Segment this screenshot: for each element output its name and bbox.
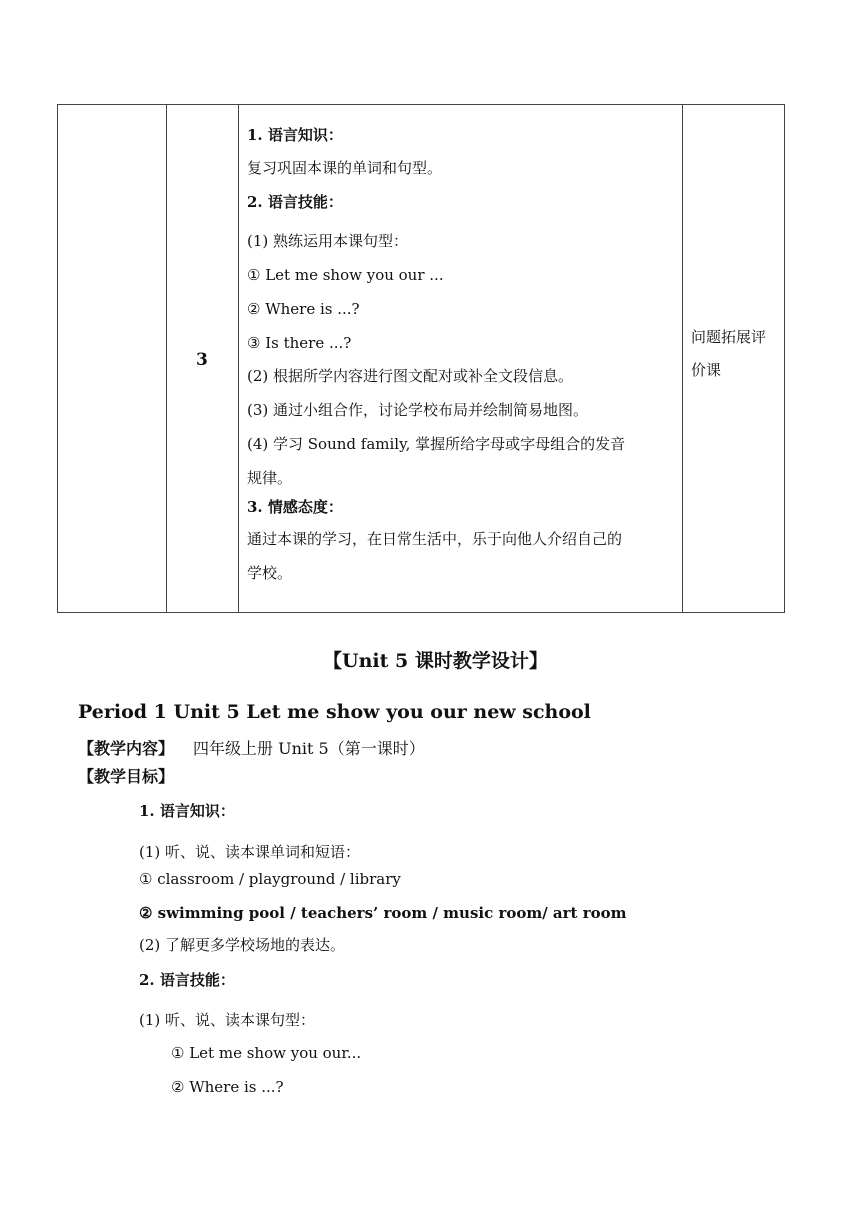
content-value: 四年级上册 Unit 5（第一课时） [193, 739, 425, 758]
lesson-type-cell: 问题拓展评 [691, 328, 767, 346]
objective-item: ① Let me show you our... [171, 1044, 362, 1062]
objectives-label: 【教学目标】 [78, 767, 175, 786]
objective-heading: 2. 语言技能： [139, 971, 235, 989]
goal-text: ② Where is ...? [247, 300, 360, 318]
table-column-divider [682, 105, 683, 612]
goal-text: 通过本课的学习，在日常生活中，乐于向他人介绍自己的 [247, 530, 623, 548]
table-column-divider [166, 105, 167, 612]
objective-item: (1) 听、说、读本课单词和短语： [139, 843, 361, 861]
goal-text: 规律。 [247, 469, 293, 487]
goal-heading: 2. 语言技能： [247, 193, 343, 211]
goal-text: ③ Is there ...? [247, 334, 352, 352]
goal-text: (2) 根据所学内容进行图文配对或补全文段信息。 [247, 367, 574, 385]
goal-text: ① Let me show you our ... [247, 266, 444, 284]
objective-item: ① classroom / playground / library [139, 870, 401, 888]
content-label: 【教学内容】 [78, 739, 175, 758]
goal-text: (1) 熟练运用本课句型： [247, 232, 409, 250]
section-title: 【Unit 5 课时教学设计】 [323, 650, 548, 672]
lesson-type-cell: 价课 [691, 361, 722, 379]
period-title: Period 1 Unit 5 Let me show you our new school [78, 701, 591, 723]
table-column-divider [238, 105, 239, 612]
objective-heading: 1. 语言知识： [139, 802, 235, 820]
objective-item: ② swimming pool / teachers’ room / music room/ art room [139, 904, 627, 922]
period-number-cell: 3 [196, 350, 208, 370]
goal-text: 复习巩固本课的单词和句型。 [247, 159, 443, 177]
goal-heading: 3. 情感态度： [247, 498, 343, 516]
lesson-plan-table [57, 104, 785, 613]
goal-heading: 1. 语言知识： [247, 126, 343, 144]
goal-text: (4) 学习 Sound family, 掌握所给字母或字母组合的发音 [247, 435, 626, 453]
objective-item: ② Where is ...? [171, 1078, 284, 1096]
goal-text: (3) 通过小组合作，讨论学校布局并绘制简易地图。 [247, 401, 589, 419]
goal-text: 学校。 [247, 564, 293, 582]
objective-item: (2) 了解更多学校场地的表达。 [139, 936, 346, 954]
objective-item: (1) 听、说、读本课句型： [139, 1011, 316, 1029]
